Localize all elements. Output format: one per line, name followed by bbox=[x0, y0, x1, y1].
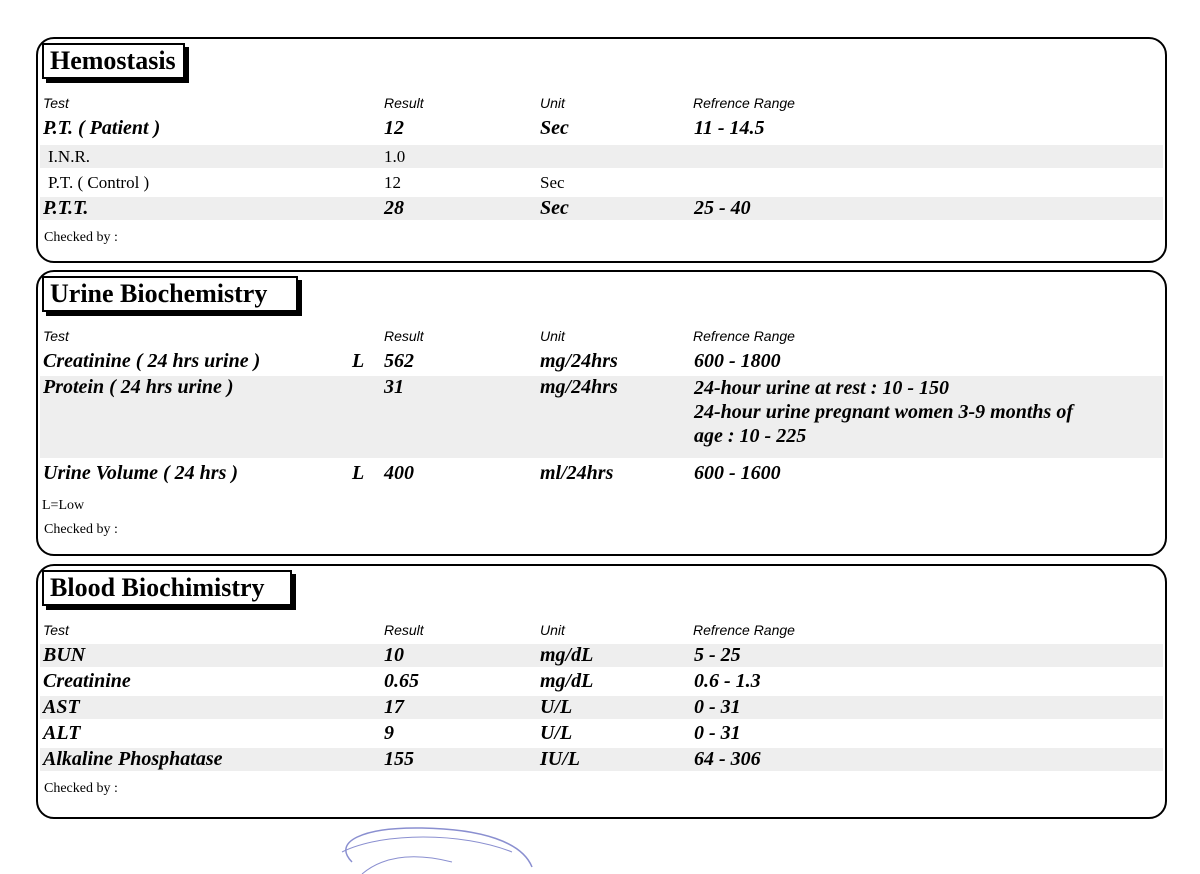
unit: IU/L bbox=[540, 748, 580, 770]
result-value: 31 bbox=[384, 376, 404, 398]
result-value: 400 bbox=[384, 462, 414, 484]
header-result: Result bbox=[384, 328, 424, 344]
checked-by: Checked by : bbox=[44, 522, 118, 537]
table-row bbox=[40, 197, 1163, 220]
reference-range: 600 - 1800 bbox=[694, 350, 781, 372]
header-test: Test bbox=[43, 328, 69, 344]
result-value: 562 bbox=[384, 350, 414, 372]
checked-by: Checked by : bbox=[44, 781, 118, 796]
table-header bbox=[38, 620, 1165, 640]
header-range: Refrence Range bbox=[693, 622, 795, 638]
unit: mg/24hrs bbox=[540, 350, 618, 372]
test-name: AST bbox=[43, 696, 80, 718]
reference-range: 5 - 25 bbox=[694, 644, 741, 666]
header-result: Result bbox=[384, 622, 424, 638]
unit: mg/dL bbox=[540, 644, 594, 666]
reference-range-line: 24-hour urine pregnant women 3-9 months of bbox=[694, 401, 1073, 423]
unit: mg/24hrs bbox=[540, 376, 618, 398]
table-row bbox=[40, 462, 1163, 485]
test-name: Creatinine bbox=[43, 670, 131, 692]
unit: mg/dL bbox=[540, 670, 594, 692]
header-unit: Unit bbox=[540, 95, 565, 111]
table-row bbox=[40, 171, 1163, 194]
header-range: Refrence Range bbox=[693, 95, 795, 111]
reference-range: 0.6 - 1.3 bbox=[694, 670, 761, 692]
reference-range-line: 24-hour urine at rest : 10 - 150 bbox=[694, 377, 950, 399]
reference-range: 0 - 31 bbox=[694, 722, 741, 744]
reference-range: 64 - 306 bbox=[694, 748, 761, 770]
header-unit: Unit bbox=[540, 328, 565, 344]
result-value: 12 bbox=[384, 173, 401, 192]
low-flag: L bbox=[352, 350, 365, 372]
table-row bbox=[40, 376, 1163, 458]
result-value: 28 bbox=[384, 197, 404, 219]
header-result: Result bbox=[384, 95, 424, 111]
unit: ml/24hrs bbox=[540, 462, 614, 484]
test-name: Urine Volume ( 24 hrs ) bbox=[43, 462, 239, 484]
unit: U/L bbox=[540, 696, 573, 718]
checked-by: Checked by : bbox=[44, 230, 118, 245]
table-row bbox=[40, 748, 1163, 771]
result-value: 9 bbox=[384, 722, 394, 744]
low-flag: L bbox=[352, 462, 365, 484]
urine-biochemistry-section bbox=[36, 270, 1167, 556]
test-name: P.T. ( Patient ) bbox=[43, 117, 161, 139]
reference-range-line: age : 10 - 225 bbox=[694, 425, 807, 447]
table-row bbox=[40, 644, 1163, 667]
header-unit: Unit bbox=[540, 622, 565, 638]
unit: Sec bbox=[540, 197, 569, 219]
header-test: Test bbox=[43, 95, 69, 111]
test-name: ALT bbox=[43, 722, 81, 744]
reference-range: 600 - 1600 bbox=[694, 462, 781, 484]
reference-range: 11 - 14.5 bbox=[694, 117, 765, 139]
test-name: BUN bbox=[43, 644, 86, 666]
section-title: Urine Biochemistry bbox=[42, 276, 298, 312]
table-row bbox=[40, 350, 1163, 373]
section-title: Hemostasis bbox=[42, 43, 185, 79]
unit: U/L bbox=[540, 722, 573, 744]
header-test: Test bbox=[43, 622, 69, 638]
blood-biochemistry-section bbox=[36, 564, 1167, 819]
result-value: 12 bbox=[384, 117, 404, 139]
flag-legend: L=Low bbox=[42, 498, 85, 513]
result-value: 1.0 bbox=[384, 147, 406, 166]
reference-range: 25 - 40 bbox=[694, 197, 751, 219]
table-header bbox=[38, 93, 1165, 113]
result-value: 0.65 bbox=[384, 670, 419, 692]
table-row bbox=[40, 670, 1163, 693]
unit: Sec bbox=[540, 173, 565, 192]
header-range: Refrence Range bbox=[693, 328, 795, 344]
section-title: Blood Biochimistry bbox=[42, 570, 292, 606]
unit: Sec bbox=[540, 117, 569, 139]
test-name: P.T.T. bbox=[43, 197, 89, 219]
table-row bbox=[40, 117, 1163, 140]
test-name: P.T. ( Control ) bbox=[48, 173, 150, 192]
hemostasis-section bbox=[36, 37, 1167, 263]
test-name: Protein ( 24 hrs urine ) bbox=[43, 376, 234, 398]
test-name: Alkaline Phosphatase bbox=[43, 748, 223, 770]
signature-stamp bbox=[322, 822, 552, 874]
table-row bbox=[40, 696, 1163, 719]
table-header bbox=[38, 326, 1165, 346]
table-row bbox=[40, 145, 1163, 168]
result-value: 155 bbox=[384, 748, 414, 770]
test-name: Creatinine ( 24 hrs urine ) bbox=[43, 350, 261, 372]
reference-range: 0 - 31 bbox=[694, 696, 741, 718]
table-row bbox=[40, 722, 1163, 745]
test-name: I.N.R. bbox=[48, 147, 91, 166]
result-value: 17 bbox=[384, 696, 404, 718]
result-value: 10 bbox=[384, 644, 404, 666]
